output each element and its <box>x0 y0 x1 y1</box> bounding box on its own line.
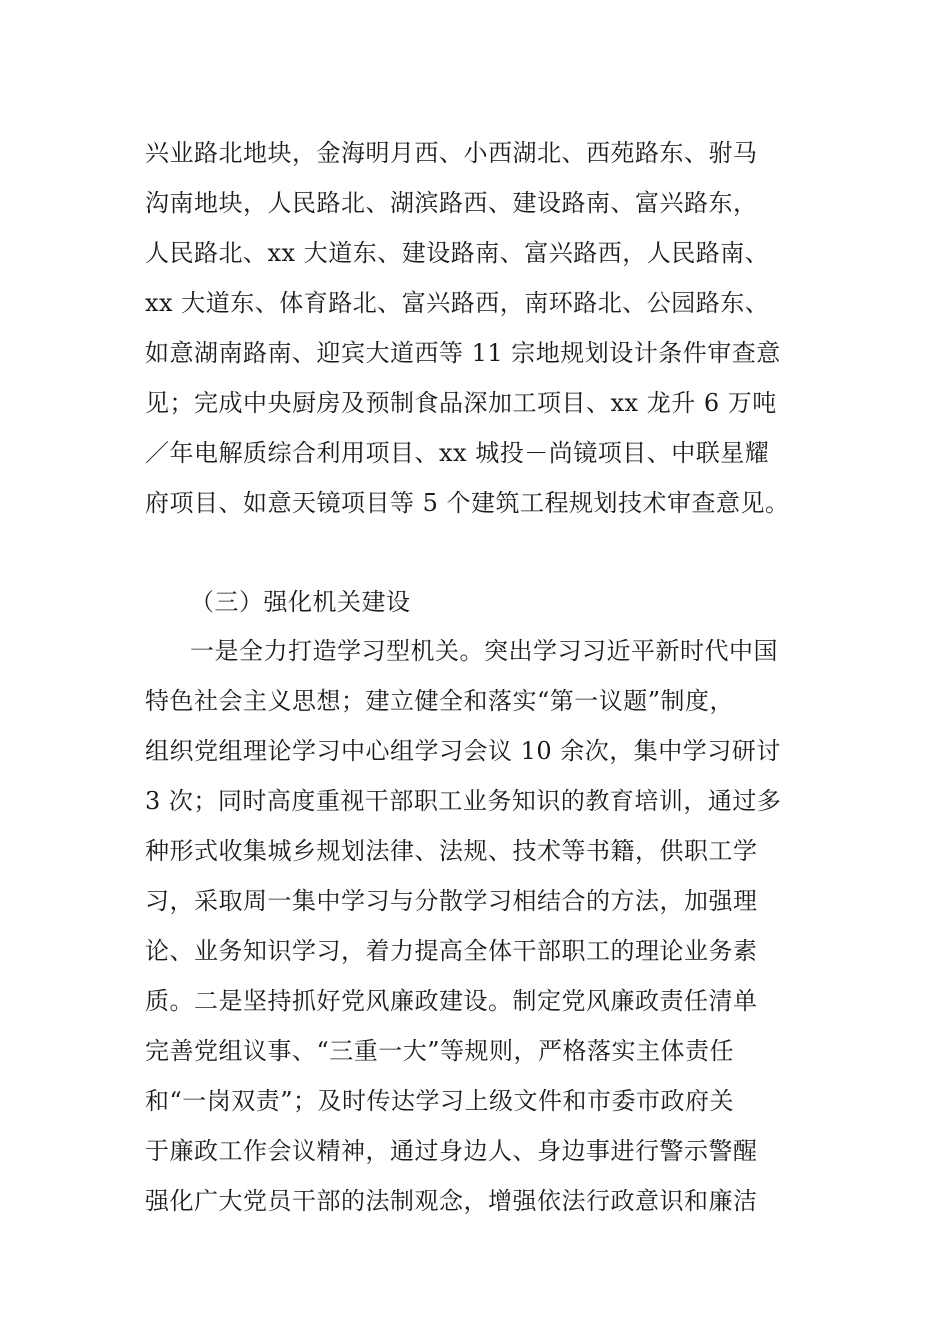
paragraph-2-line: 一是全力打造学习型机关。突出学习习近平新时代中国 <box>190 637 778 665</box>
paragraph-2-line: 于廉政工作会议精神，通过身边人、身边事进行警示警醒 <box>145 1137 758 1165</box>
paragraph-2-line: 习，采取周一集中学习与分散学习相结合的方法，加强理 <box>145 887 758 915</box>
paragraph-2-line: 特色社会主义思想；建立健全和落实“第一议题”制度， <box>145 687 735 715</box>
paragraph-1-line: 沟南地块，人民路北、湖滨路西、建设路南、富兴路东， <box>145 189 758 217</box>
paragraph-1-line: 见；完成中央厨房及预制食品深加工项目、xx 龙升 6 万吨 <box>145 389 777 417</box>
paragraph-2-line: 种形式收集城乡规划法律、法规、技术等书籍，供职工学 <box>145 837 758 865</box>
paragraph-2-line: 3 次；同时高度重视干部职工业务知识的教育培训，通过多 <box>145 787 782 815</box>
paragraph-2-line: 组织党组理论学习中心组学习会议 10 余次，集中学习研讨 <box>145 737 781 765</box>
paragraph-2-line: 质。二是坚持抓好党风廉政建设。制定党风廉政责任清单 <box>145 987 758 1015</box>
paragraph-2-line: 完善党组议事、“三重一大”等规则，严格落实主体责任 <box>145 1037 735 1065</box>
paragraph-1-line: xx 大道东、体育路北、富兴路西，南环路北、公园路东、 <box>145 289 770 317</box>
paragraph-2-line: 强化广大党员干部的法制观念，增强依法行政意识和廉洁 <box>145 1187 758 1215</box>
paragraph-1-line: 如意湖南路南、迎宾大道西等 11 宗地规划设计条件审查意 <box>145 339 781 367</box>
paragraph-1-line: 人民路北、xx 大道东、建设路南、富兴路西，人民路南、 <box>145 239 770 267</box>
paragraph-1-line: 府项目、如意天镜项目等 5 个建筑工程规划技术审查意见。 <box>145 489 790 517</box>
paragraph-1-line: 兴业路北地块，金海明月西、小西湖北、西苑路东、驸马 <box>145 139 758 167</box>
paragraph-2-line: 论、业务知识学习，着力提高全体干部职工的理论业务素 <box>145 937 758 965</box>
section-heading: （三）强化机关建设 <box>190 588 411 616</box>
paragraph-2-line: 和“一岗双责”；及时传达学习上级文件和市委市政府关 <box>145 1087 735 1115</box>
paragraph-1-line: ／年电解质综合利用项目、xx 城投－尚镜项目、中联星耀 <box>145 439 770 467</box>
